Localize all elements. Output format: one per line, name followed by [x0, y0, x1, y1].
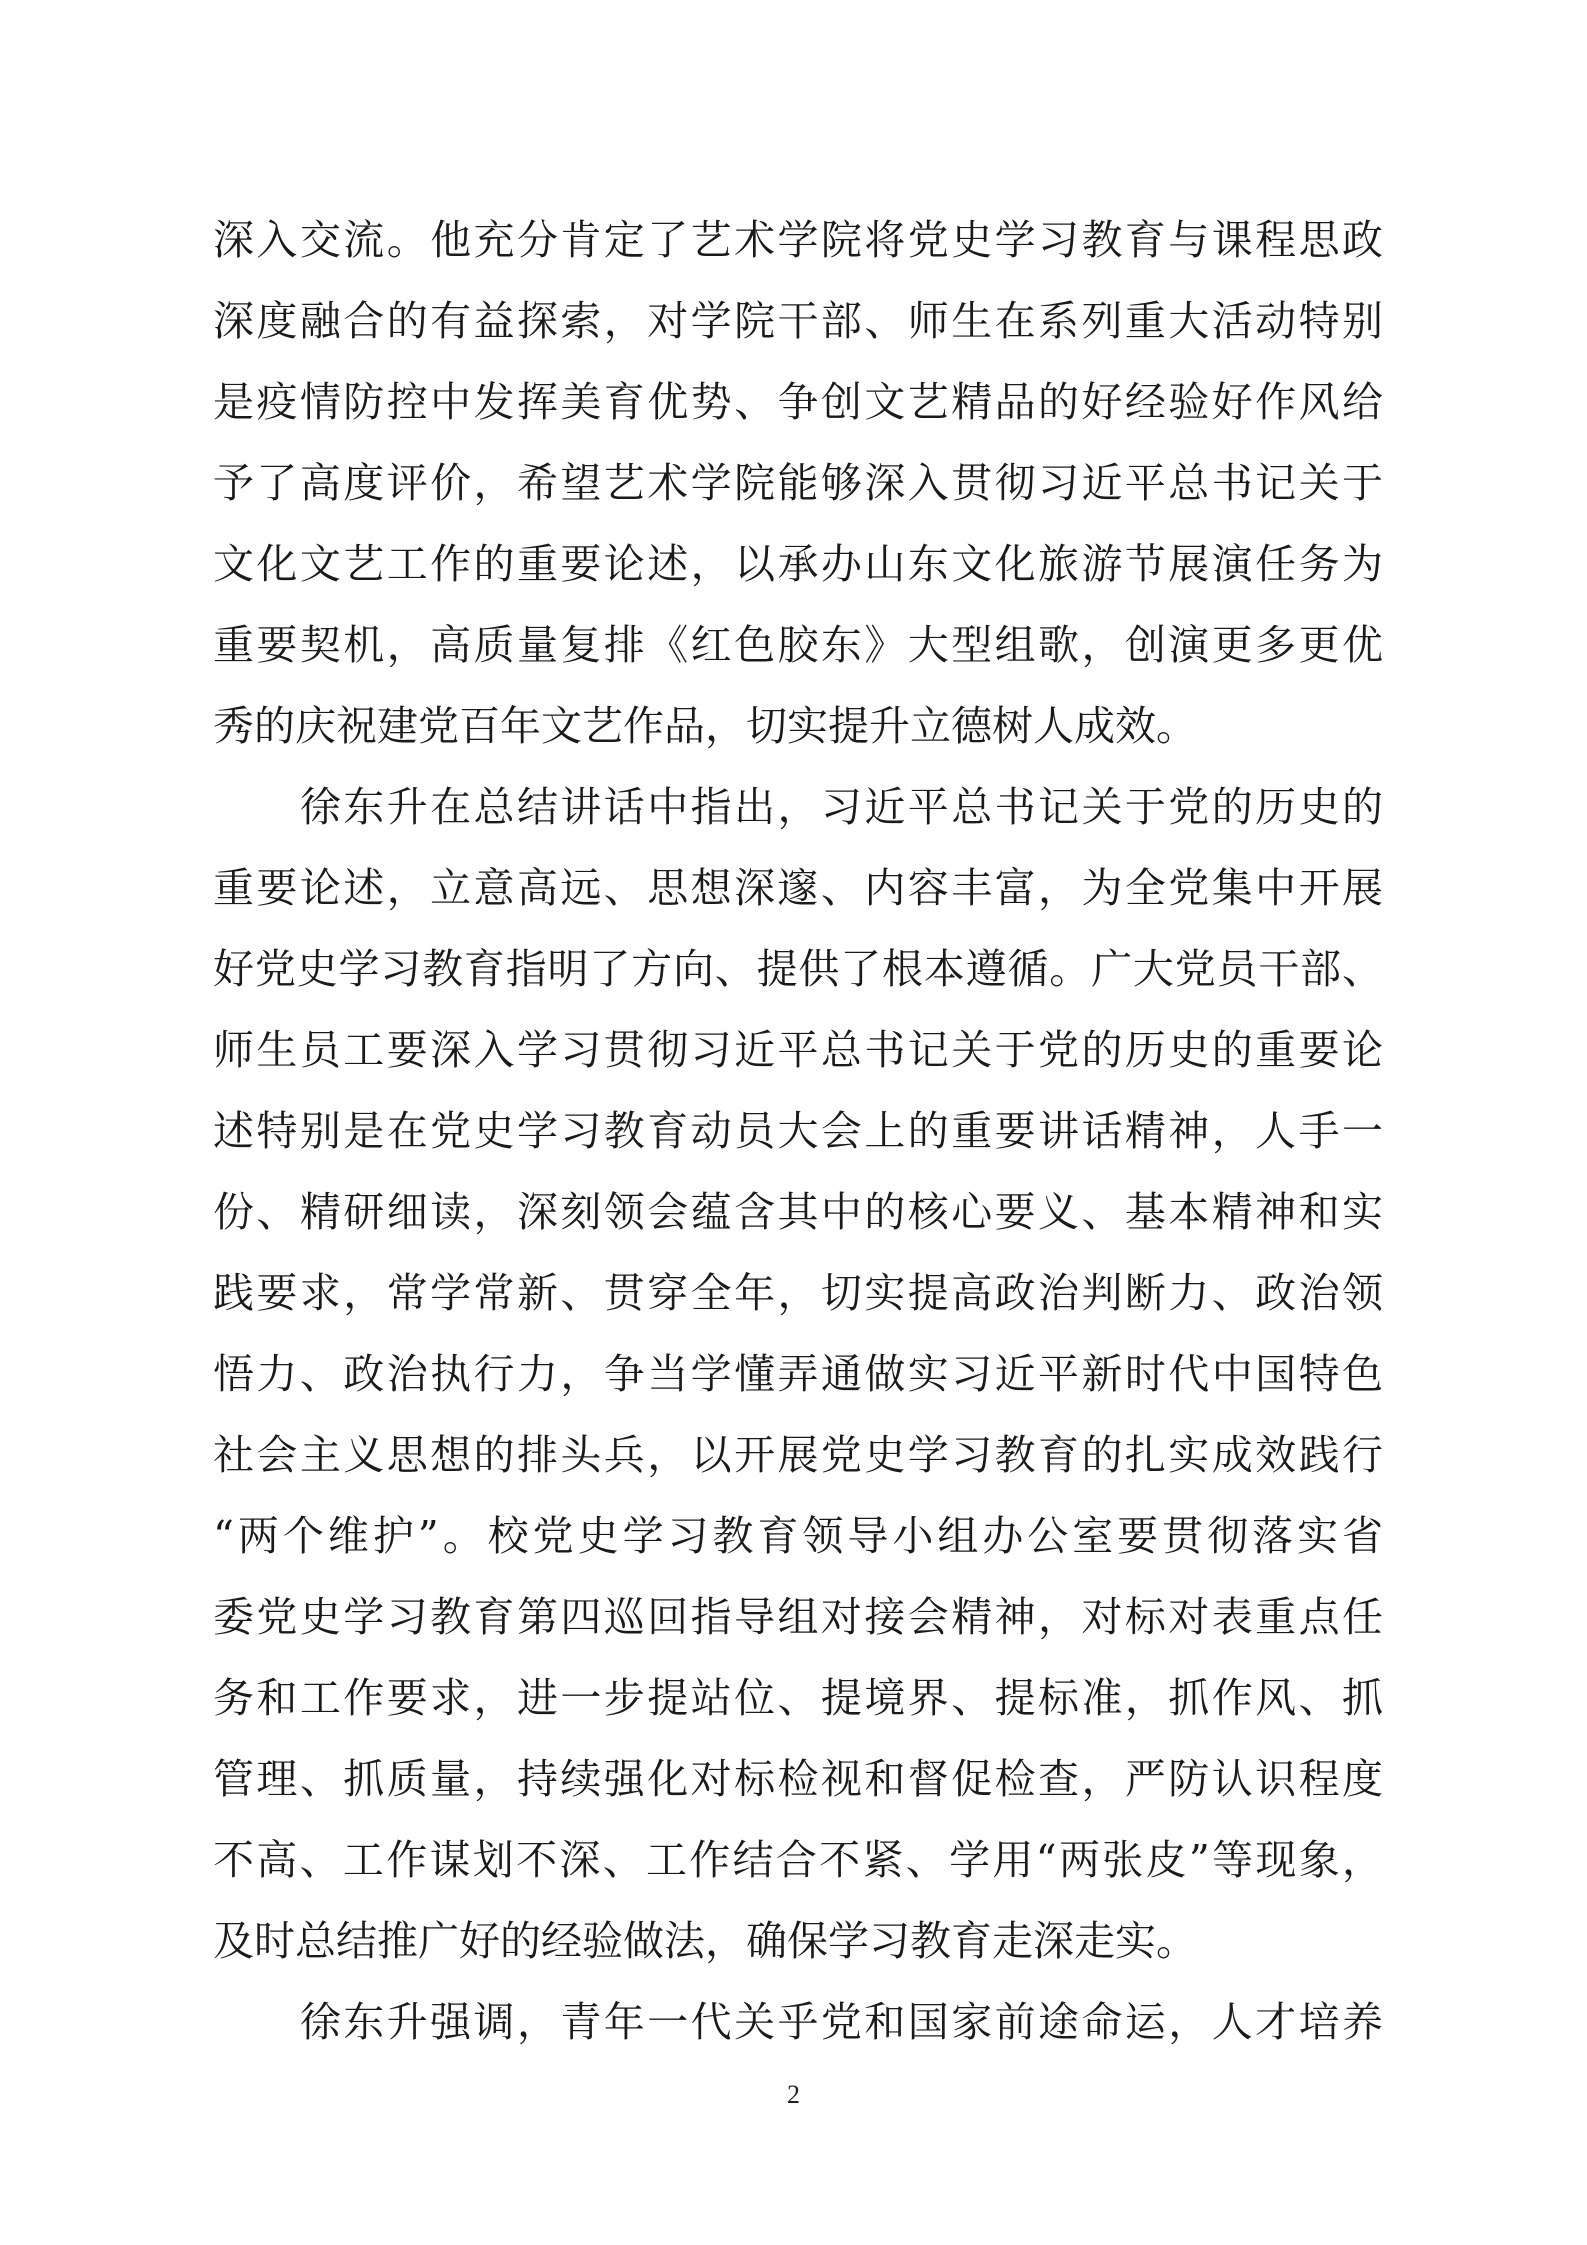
text-line: 重要论述，立意高远、思想深邃、内容丰富，为全党集中开展 [213, 864, 1383, 912]
text-line: 重要契机，高质量复排《红色胶东》大型组歌，创演更多更优 [213, 621, 1383, 669]
text-line: 份、精研细读，深刻领会蕴含其中的核心要义、基本精神和实 [213, 1188, 1383, 1236]
text-line: 述特别是在党史学习教育动员大会上的重要讲话精神，人手一 [213, 1107, 1383, 1155]
text-line: 及时总结推广好的经验做法，确保学习教育走深走实。 [213, 1917, 1197, 1965]
text-line: 践要求，常学常新、贯穿全年，切实提高政治判断力、政治领 [213, 1269, 1383, 1317]
text-line: 秀的庆祝建党百年文艺作品，切实提升立德树人成效。 [213, 702, 1197, 750]
text-line: 好党史学习教育指明了方向、提供了根本遵循。广大党员干部、 [213, 945, 1383, 993]
text-line: 深度融合的有益探索，对学院干部、师生在系列重大活动特别 [213, 297, 1383, 345]
text-line: “两个维护”。校党史学习教育领导小组办公室要贯彻落实省 [213, 1512, 1383, 1560]
page-number: 2 [787, 2080, 800, 2109]
text-line: 师生员工要深入学习贯彻习近平总书记关于党的历史的重要论 [213, 1026, 1383, 1074]
text-line: 予了高度评价，希望艺术学院能够深入贯彻习近平总书记关于 [213, 459, 1383, 507]
text-line: 徐东升在总结讲话中指出，习近平总书记关于党的历史的 [213, 783, 1383, 831]
body-text [213, 200, 1383, 2063]
text-line: 社会主义思想的排头兵，以开展党史学习教育的扎实成效践行 [213, 1431, 1383, 1479]
text-line: 文化文艺工作的重要论述，以承办山东文化旅游节展演任务为 [213, 540, 1383, 588]
text-line: 不高、工作谋划不深、工作结合不紧、学用“两张皮”等现象， [213, 1836, 1383, 1884]
text-line: 悟力、政治执行力，争当学懂弄通做实习近平新时代中国特色 [213, 1350, 1383, 1398]
text-line: 是疫情防控中发挥美育优势、争创文艺精品的好经验好作风给 [213, 378, 1383, 426]
text-line: 管理、抓质量，持续强化对标检视和督促检查，严防认识程度 [213, 1755, 1383, 1803]
text-line: 徐东升强调，青年一代关乎党和国家前途命运，人才培养 [213, 1998, 1383, 2046]
text-line: 务和工作要求，进一步提站位、提境界、提标准，抓作风、抓 [213, 1674, 1383, 1722]
text-line: 委党史学习教育第四巡回指导组对接会精神，对标对表重点任 [213, 1593, 1383, 1641]
text-line: 深入交流。他充分肯定了艺术学院将党史学习教育与课程思政 [213, 216, 1383, 264]
